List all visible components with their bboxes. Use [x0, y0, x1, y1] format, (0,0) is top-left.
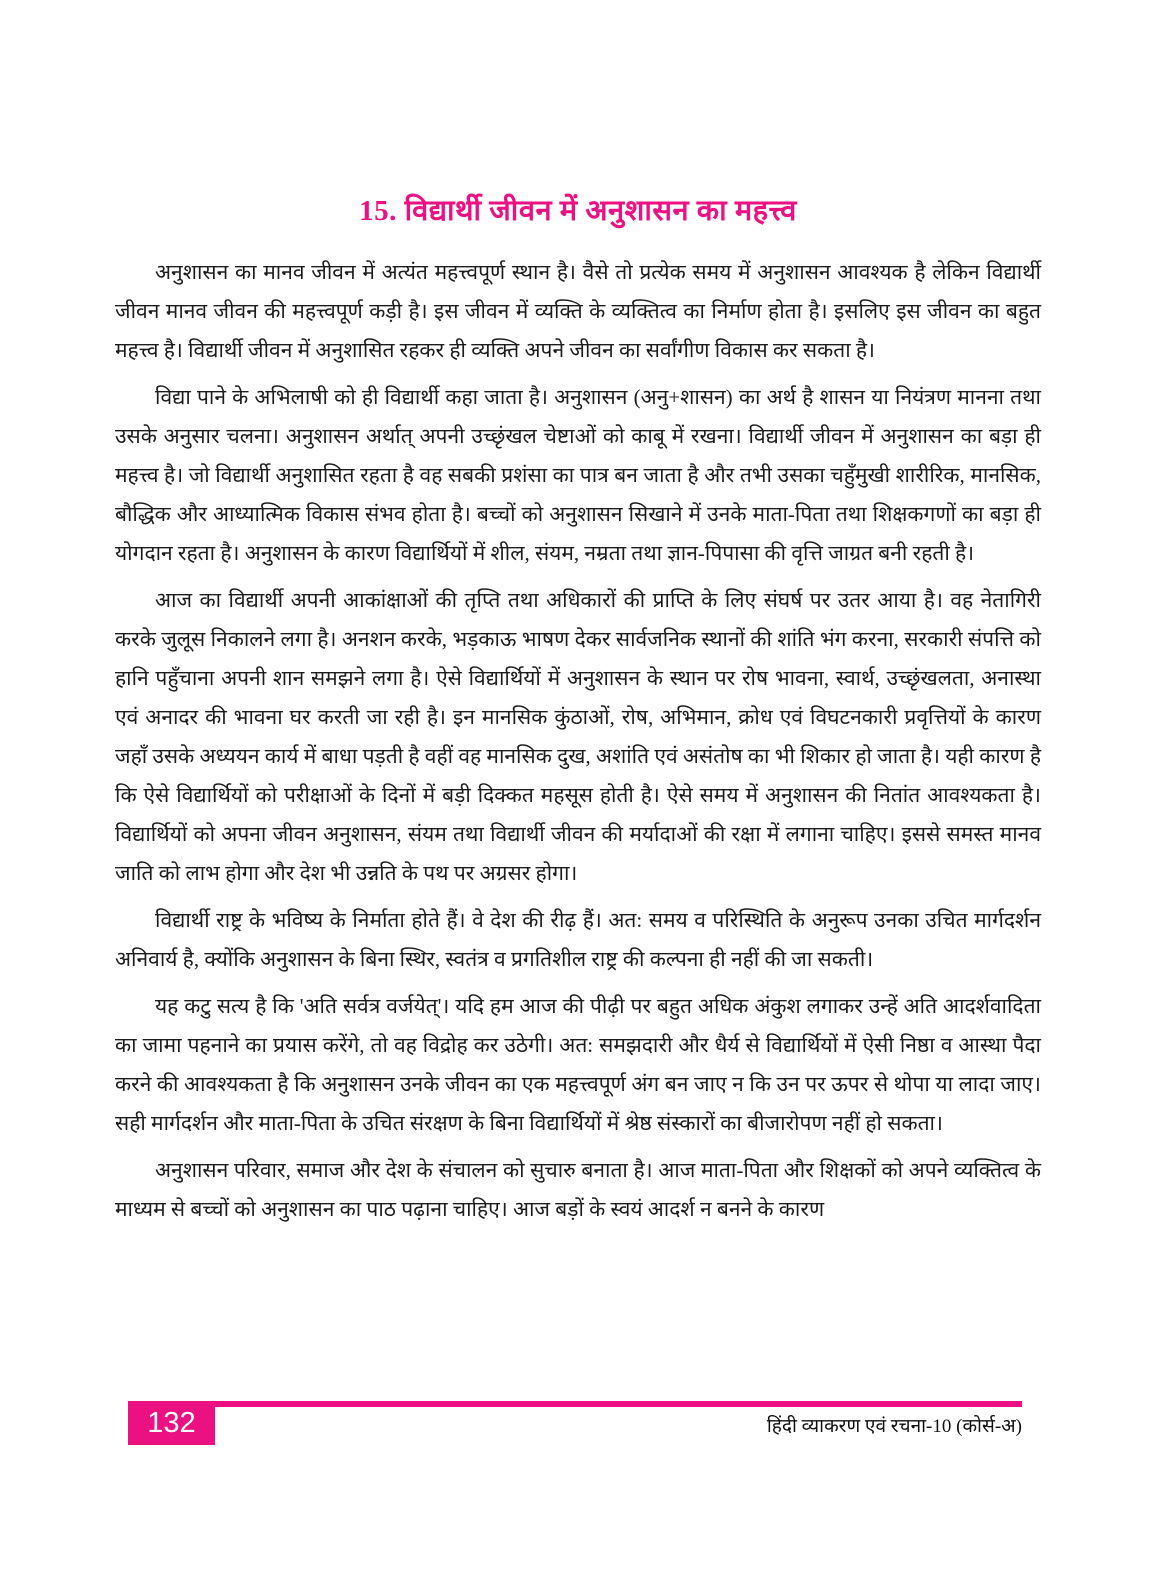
book-title: हिंदी व्याकरण एवं रचना-10 (कोर्स-अ)	[766, 1416, 1022, 1437]
essay-paragraph: यह कटु सत्य है कि 'अति सर्वत्र वर्जयेत्'। यदि हम आज की पीढ़ी पर बहुत अधिक अंकुश लगाकर उन्हें अति आदर्शवादिता का जामा पहनाने का प्रयास करेंगे, तो वह विद्रोह कर उठेगी। अत: समझदारी और धैर्य से विद्यार्थियों में ऐसी निष्ठा व आस्था पैदा करने की आवश्यकता है कि अनुशासन उनके जीवन का एक महत्त्वपूर्ण अंग बन जाए न कि उन पर ऊपर से थोपा या लादा जाए। सही मार्गदर्शन और माता-पिता के उचित संरक्षण के बिना विद्यार्थियों में श्रेष्ठ संस्कारों का बीजारोपण नहीं हो सकता।	[115, 994, 1041, 1135]
essay-paragraph: विद्या पाने के अभिलाषी को ही विद्यार्थी कहा जाता है। अनुशासन (अनु+शासन) का अर्थ है शासन या नियंत्रण मानना तथा उसके अनुसार चलना। अनुशासन अर्थात् अपनी उच्छृंखल चेष्टाओं को काबू में रखना। विद्यार्थी जीवन में अनुशासन का बड़ा ही महत्त्व है। जो विद्यार्थी अनुशासित रहता है वह सबकी प्रशंसा का पात्र बन जाता है और तभी उसका चहुँमुखी शारीरिक, मानसिक, बौद्धिक और आध्यात्मिक विकास संभव होता है। बच्चों को अनुशासन सिखाने में उनके माता-पिता तथा शिक्षकगणों का बड़ा ही योगदान रहता है। अनुशासन के कारण विद्यार्थियों में शील, संयम, नम्रता तथा ज्ञान-पिपासा की वृत्ति जाग्रत बनी रहती है।	[115, 385, 1041, 565]
essay-content	[115, 190, 1041, 1237]
essay-paragraph: आज का विद्यार्थी अपनी आकांक्षाओं की तृप्ति तथा अधिकारों की प्राप्ति के लिए संघर्ष पर उतर आया है। वह नेतागिरी करके जुलूस निकालने लगा है। अनशन करके, भड़काऊ भाषण देकर सार्वजनिक स्थानों की शांति भंग करना, सरकारी संपत्ति को हानि पहुँचाना अपनी शान समझने लगा है। ऐसे विद्यार्थियों में अनुशासन के स्थान पर रोष भावना, स्वार्थ, उच्छृंखलता, अनास्था एवं अनादर की भावना घर करती जा रही है। इन मानसिक कुंठाओं, रोष, अभिमान, क्रोध एवं विघटनकारी प्रवृत्तियों के कारण जहाँ उसके अध्ययन कार्य में बाधा पड़ती है वहीं वह मानसिक दुख, अशांति एवं असंतोष का भी शिकार हो जाता है। यही कारण है कि ऐसे विद्यार्थियों को परीक्षाओं के दिनों में बड़ी दिक्कत महसूस होती है। ऐसे समय में अनुशासन की नितांत आवश्यकता है। विद्यार्थियों को अपना जीवन अनुशासन, संयम तथा विद्यार्थी जीवन की मर्यादाओं की रक्षा में लगाना चाहिए। इससे समस्त मानव जाति को लाभ होगा और देश भी उन्नति के पथ पर अग्रसर होगा।	[115, 588, 1041, 885]
footer-divider	[128, 1401, 1022, 1407]
essay-paragraph: अनुशासन का मानव जीवन में अत्यंत महत्त्वपूर्ण स्थान है। वैसे तो प्रत्येक समय में अनुशासन आवश्यक है लेकिन विद्यार्थी जीवन मानव जीवन की महत्त्वपूर्ण कड़ी है। इस जीवन में व्यक्ति के व्यक्तित्व का निर्माण होता है। इसलिए इस जीवन का बहुत महत्त्व है। विद्यार्थी जीवन में अनुशासित रहकर ही व्यक्ति अपने जीवन का सर्वांगीण विकास कर सकता है।	[115, 260, 1041, 362]
chapter-title: 15. विद्यार्थी जीवन में अनुशासन का महत्त्व	[359, 195, 797, 227]
page-number-badge: 132	[128, 1401, 215, 1445]
essay-paragraph: अनुशासन परिवार, समाज और देश के संचालन को सुचारु बनाता है। आज माता-पिता और शिक्षकों को अपने व्यक्तित्व के माध्यम से बच्चों को अनुशासन का पाठ पढ़ाना चाहिए। आज बड़ों के स्वयं आदर्श न बनने के कारण	[115, 1158, 1041, 1221]
essay-paragraph: विद्यार्थी राष्ट्र के भविष्य के निर्माता होते हैं। वे देश की रीढ़ हैं। अत: समय व परिस्थिति के अनुरूप उनका उचित मार्गदर्शन अनिवार्य है, क्योंकि अनुशासन के बिना स्थिर, स्वतंत्र व प्रगतिशील राष्ट्र की कल्पना ही नहीं की जा सकती।	[115, 908, 1041, 971]
